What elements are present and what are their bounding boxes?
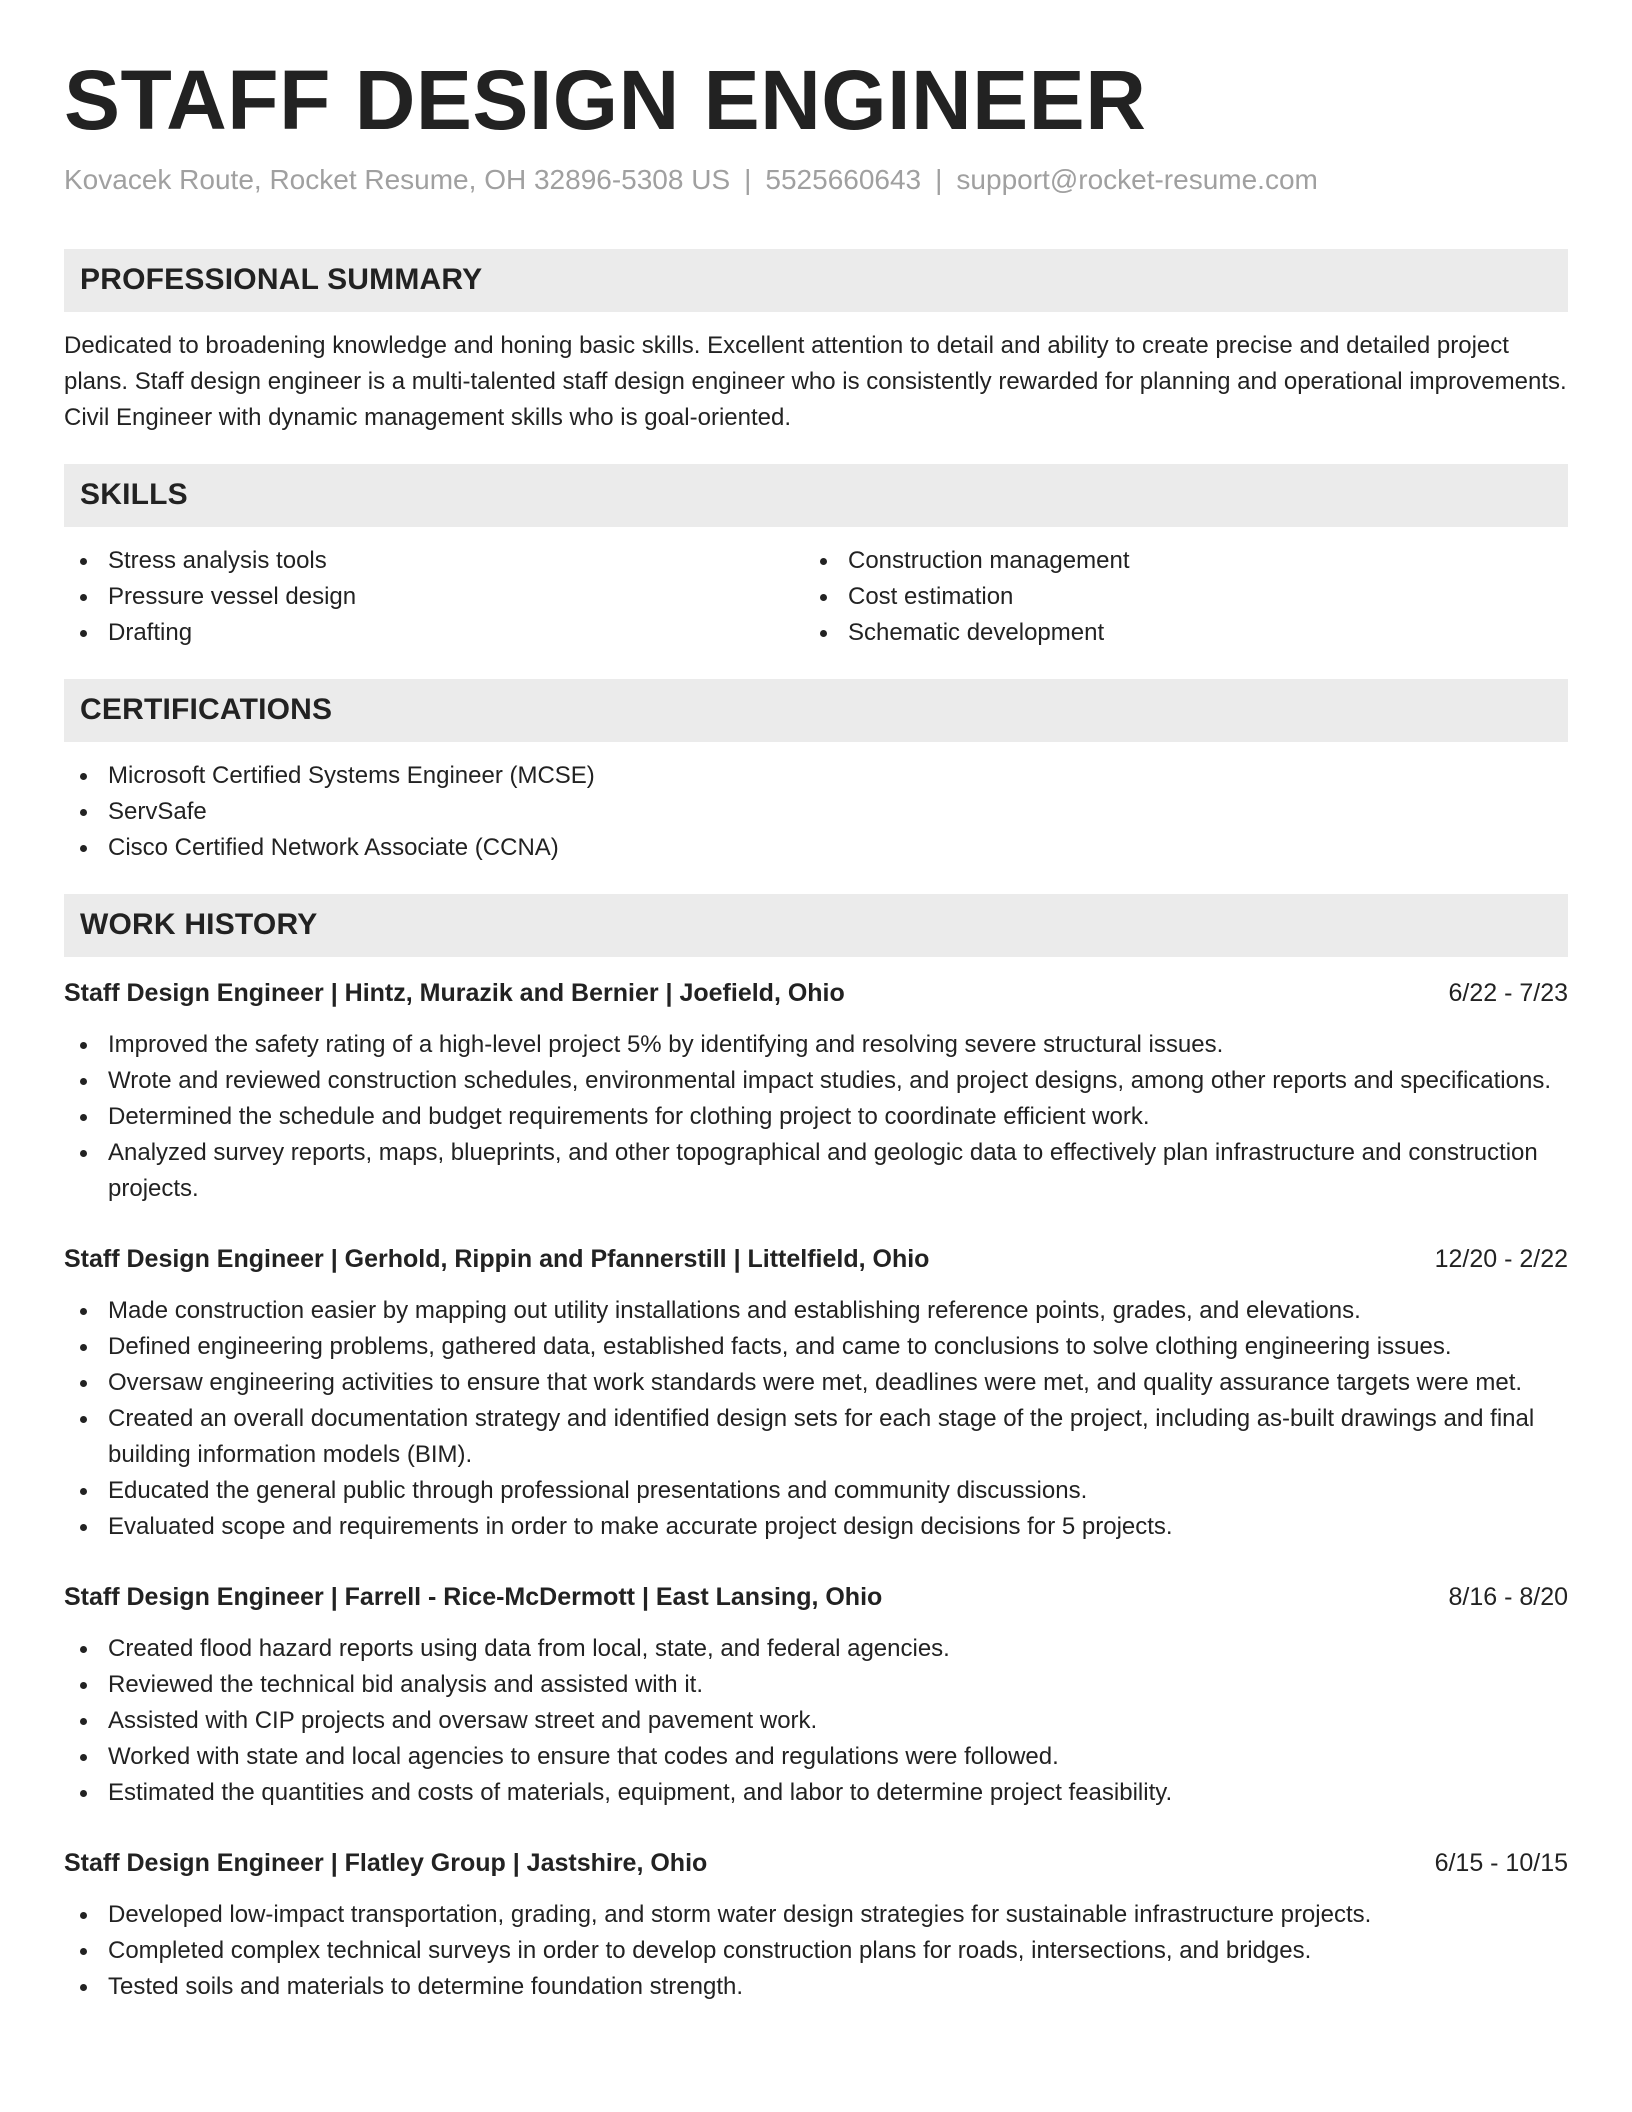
job-bullet: Improved the safety rating of a high-level project 5% by identifying and resolving severe structural issues. xyxy=(64,1027,1568,1063)
skill-item: Drafting xyxy=(64,615,804,651)
job-dates: 12/20 - 2/22 xyxy=(1434,1244,1568,1273)
skill-item: Cost estimation xyxy=(804,579,1568,615)
job-bullets xyxy=(64,1293,1568,1545)
job-dates: 8/16 - 8/20 xyxy=(1448,1582,1568,1611)
job-bullet: Wrote and reviewed construction schedules, environmental impact studies, and project designs, among other reports and specifications. xyxy=(64,1063,1568,1099)
job-entry xyxy=(64,975,1568,1207)
skills-grid xyxy=(64,543,1568,651)
job-bullet: Developed low-impact transportation, grading, and storm water design strategies for sustainable infrastructure projects. xyxy=(64,1897,1568,1933)
summary-text: Dedicated to broadening knowledge and honing basic skills. Excellent attention to detail and ability to create precise and detailed project plans. Staff design engineer is a multi-talented staff design engineer who is consistently rewarded for planning and operational improvements. Civil Engineer with dynamic management skills who is goal-oriented. xyxy=(64,331,1567,431)
job-header xyxy=(64,1579,1568,1615)
job-bullet: Completed complex technical surveys in order to develop construction plans for roads, intersections, and bridges. xyxy=(64,1933,1568,1969)
certifications-section xyxy=(64,679,1568,866)
skills-list-left xyxy=(64,543,804,651)
job-bullet: Worked with state and local agencies to ensure that codes and regulations were followed. xyxy=(64,1739,1568,1775)
certification-item: Cisco Certified Network Associate (CCNA) xyxy=(64,830,1568,866)
job-header xyxy=(64,1845,1568,1881)
job-bullet: Estimated the quantities and costs of materials, equipment, and labor to determine project feasibility. xyxy=(64,1775,1568,1811)
job-bullet: Oversaw engineering activities to ensure that work standards were met, deadlines were met, and quality assurance targets were met. xyxy=(64,1365,1568,1401)
certification-item: ServSafe xyxy=(64,794,1568,830)
contact-line xyxy=(64,162,1568,198)
skill-item: Construction management xyxy=(804,543,1568,579)
section-header xyxy=(64,249,1568,312)
job-bullet: Assisted with CIP projects and oversaw street and pavement work. xyxy=(64,1703,1568,1739)
section-title: SKILLS xyxy=(80,478,188,512)
section-title: WORK HISTORY xyxy=(80,908,318,942)
job-header xyxy=(64,975,1568,1011)
job-bullets xyxy=(64,1631,1568,1811)
section-header xyxy=(64,894,1568,957)
contact-separator: | xyxy=(935,164,943,196)
job-title: Staff Design Engineer | Flatley Group | Jastshire, Ohio xyxy=(64,1848,708,1877)
job-title: Staff Design Engineer | Farrell - Rice-McDermott | East Lansing, Ohio xyxy=(64,1582,883,1611)
skills-list-right xyxy=(804,543,1568,651)
job-bullet: Defined engineering problems, gathered data, established facts, and came to conclusions to solve clothing engineering issues. xyxy=(64,1329,1568,1365)
job-bullet: Created flood hazard reports using data from local, state, and federal agencies. xyxy=(64,1631,1568,1667)
job-bullet: Analyzed survey reports, maps, blueprints, and other topographical and geologic data to effectively plan infrastructure and construction projects. xyxy=(64,1135,1568,1207)
skill-item: Stress analysis tools xyxy=(64,543,804,579)
contact-phone: 5525660643 xyxy=(765,164,922,196)
job-bullet: Created an overall documentation strategy and identified design sets for each stage of the project, including as-built drawings and final building information models (BIM). xyxy=(64,1401,1568,1473)
job-title: Staff Design Engineer | Gerhold, Rippin and Pfannerstill | Littelfield, Ohio xyxy=(64,1244,930,1273)
job-bullet: Determined the schedule and budget requirements for clothing project to coordinate efficient work. xyxy=(64,1099,1568,1135)
job-entry xyxy=(64,1241,1568,1545)
skill-item: Schematic development xyxy=(804,615,1568,651)
resume-name: STAFF DESIGN ENGINEER xyxy=(64,53,1147,147)
job-header xyxy=(64,1241,1568,1277)
certifications-list xyxy=(64,758,1568,866)
skill-item: Pressure vessel design xyxy=(64,579,804,615)
section-title: PROFESSIONAL SUMMARY xyxy=(80,263,483,297)
section-header xyxy=(64,679,1568,742)
job-bullet: Educated the general public through professional presentations and community discussions. xyxy=(64,1473,1568,1509)
job-entry xyxy=(64,1579,1568,1811)
job-bullet: Reviewed the technical bid analysis and assisted with it. xyxy=(64,1667,1568,1703)
job-title: Staff Design Engineer | Hintz, Murazik and Bernier | Joefield, Ohio xyxy=(64,978,845,1007)
job-bullet: Evaluated scope and requirements in order to make accurate project design decisions for 5 projects. xyxy=(64,1509,1568,1545)
job-bullets xyxy=(64,1027,1568,1207)
section-header xyxy=(64,464,1568,527)
professional-summary-section xyxy=(64,249,1568,436)
job-bullet: Made construction easier by mapping out utility installations and establishing reference points, grades, and elevations. xyxy=(64,1293,1568,1329)
job-dates: 6/15 - 10/15 xyxy=(1434,1848,1568,1877)
job-bullets xyxy=(64,1897,1568,2005)
contact-address: Kovacek Route, Rocket Resume, OH 32896-5308 US xyxy=(64,164,731,196)
skills-section xyxy=(64,464,1568,651)
certification-item: Microsoft Certified Systems Engineer (MCSE) xyxy=(64,758,1568,794)
job-dates: 6/22 - 7/23 xyxy=(1448,978,1568,1007)
job-entry xyxy=(64,1845,1568,2005)
contact-separator: | xyxy=(744,164,752,196)
contact-email[interactable]: support@rocket-resume.com xyxy=(956,164,1318,196)
section-title: CERTIFICATIONS xyxy=(80,693,333,727)
work-history-section xyxy=(64,894,1568,2005)
job-bullet: Tested soils and materials to determine foundation strength. xyxy=(64,1969,1568,2005)
